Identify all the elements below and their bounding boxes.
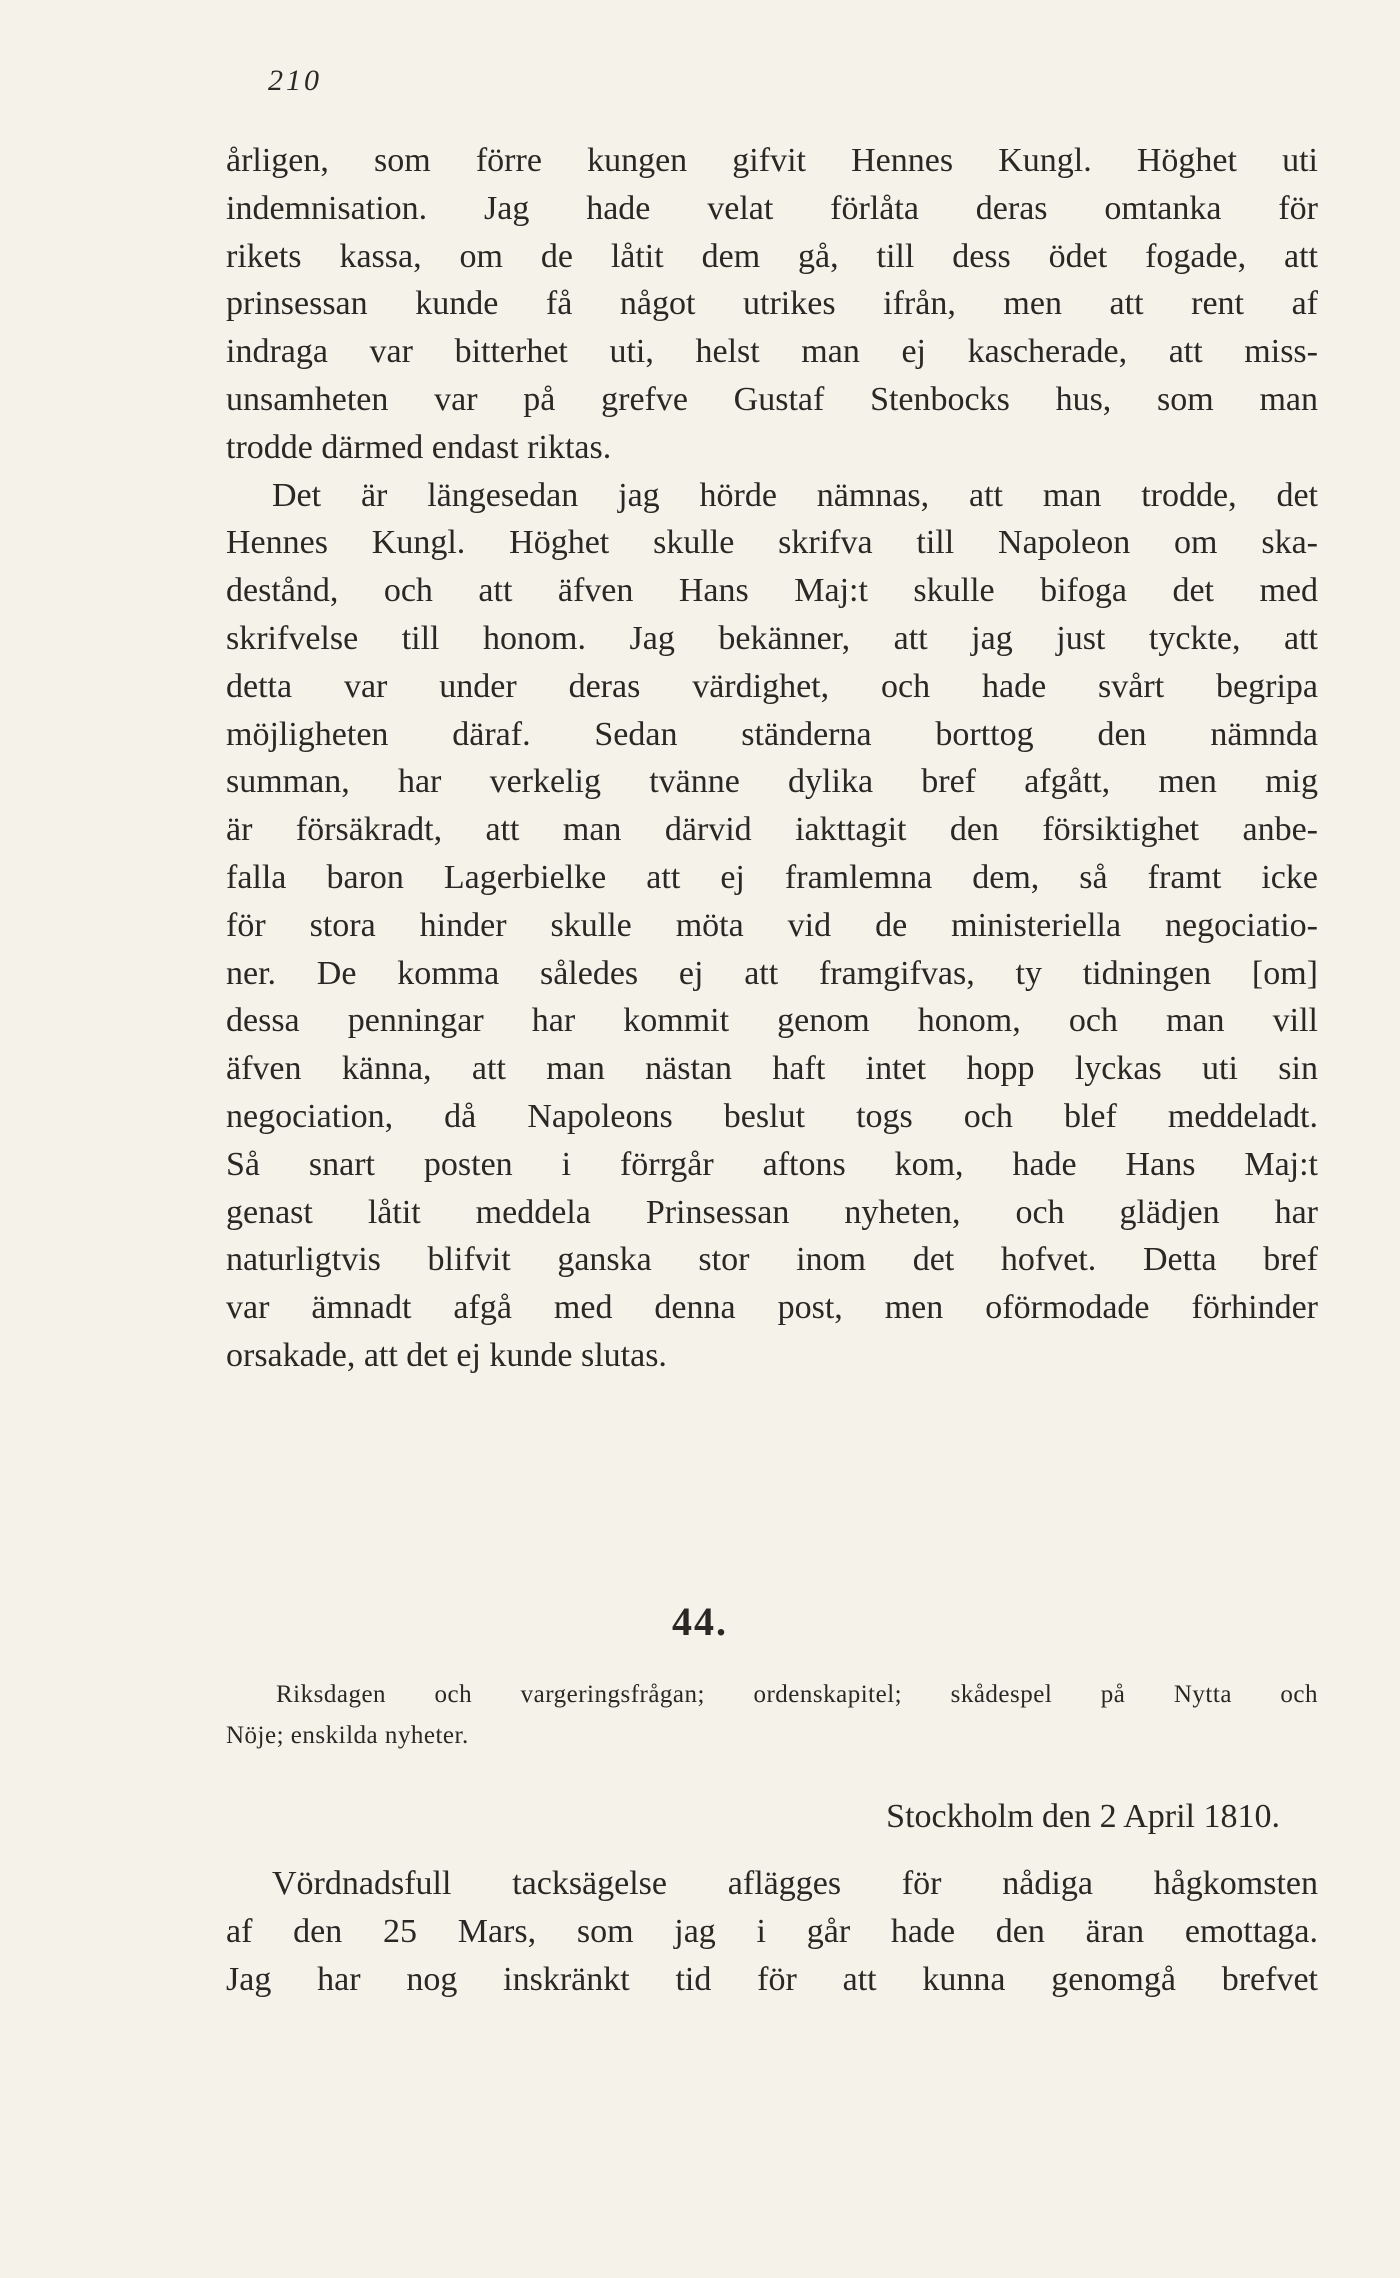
page-number: 210 xyxy=(268,64,322,97)
text-line: årligen, som förre kungen gifvit Hennes Kungl. Höghet uti xyxy=(226,142,1318,179)
text-line: naturligtvis blifvit ganska stor inom det hofvet. Detta bref xyxy=(226,1241,1318,1279)
text-line: dessa penningar har kommit genom honom, och man vill xyxy=(226,1002,1318,1040)
summary-line: Nöje; enskilda nyheter. xyxy=(226,1722,469,1749)
letter-summary xyxy=(226,1674,1318,1756)
text-line: negociation, då Napoleons beslut togs och blef meddeladt. xyxy=(226,1097,1318,1135)
text-line: skrifvelse till honom. Jag bekänner, att jag just tyckte, att xyxy=(226,619,1318,657)
text-line: destånd, och att äfven Hans Maj:t skulle bifoga det med xyxy=(226,572,1318,610)
text-line: falla baron Lagerbielke att ej framlemna dem, så framt icke xyxy=(226,858,1318,896)
text-line: var ämnadt afgå med denna post, men oförmodade förhinder xyxy=(226,1289,1318,1327)
summary-line: Riksdagen och vargeringsfrågan; ordenskapitel; skådespel på Nytta och xyxy=(276,1681,1318,1708)
text-line: indemnisation. Jag hade velat förlåta deras omtanka för xyxy=(226,189,1318,227)
letter-number-heading: 44. xyxy=(672,1599,728,1644)
paragraph-2 xyxy=(226,472,1318,1380)
new-letter-body xyxy=(226,1860,1318,2003)
paragraph-1 xyxy=(226,137,1318,472)
text-line: Hennes Kungl. Höghet skulle skrifva till Napoleon om ska- xyxy=(226,524,1318,562)
text-line: summan, har verkelig tvänne dylika bref afgått, men mig xyxy=(226,763,1318,801)
text-line: ner. De komma således ej att framgifvas, ty tidningen [om] xyxy=(226,954,1318,992)
text-line: rikets kassa, om de låtit dem gå, till dess ödet fogade, att xyxy=(226,237,1318,275)
text-line: unsamheten var på grefve Gustaf Stenbocks hus, som man xyxy=(226,380,1318,418)
text-line: är försäkradt, att man därvid iakttagit den försiktighet anbe- xyxy=(226,811,1318,849)
dateline: Stockholm den 2 April 1810. xyxy=(886,1798,1280,1835)
text-line: genast låtit meddela Prinsessan nyheten, och glädjen har xyxy=(226,1193,1318,1231)
text-line: Det är längesedan jag hörde nämnas, att man trodde, det xyxy=(272,476,1318,514)
text-line: af den 25 Mars, som jag i går hade den äran emottaga. xyxy=(226,1912,1318,1950)
text-line: trodde därmed endast riktas. xyxy=(226,428,612,466)
text-line: äfven känna, att man nästan haft intet hopp lyckas uti sin xyxy=(226,1050,1318,1088)
text-line: Jag har nog inskränkt tid för att kunna genomgå brefvet xyxy=(226,1960,1318,1998)
text-line: prinsessan kunde få något utrikes ifrån, men att rent af xyxy=(226,285,1318,323)
text-line: detta var under deras värdighet, och hade svårt begripa xyxy=(226,667,1318,705)
text-line: Så snart posten i förrgår aftons kom, hade Hans Maj:t xyxy=(226,1145,1318,1183)
text-line: indraga var bitterhet uti, helst man ej kascherade, att miss- xyxy=(226,333,1318,371)
text-line: Vördnadsfull tacksägelse aflägges för nådiga hågkomsten xyxy=(272,1865,1318,1902)
text-line: orsakade, att det ej kunde slutas. xyxy=(226,1336,667,1374)
text-line: möjligheten däraf. Sedan ständerna borttog den nämnda xyxy=(226,715,1318,753)
letter-body-continued xyxy=(226,137,1318,1380)
text-line: för stora hinder skulle möta vid de ministeriella negociatio- xyxy=(226,906,1318,944)
